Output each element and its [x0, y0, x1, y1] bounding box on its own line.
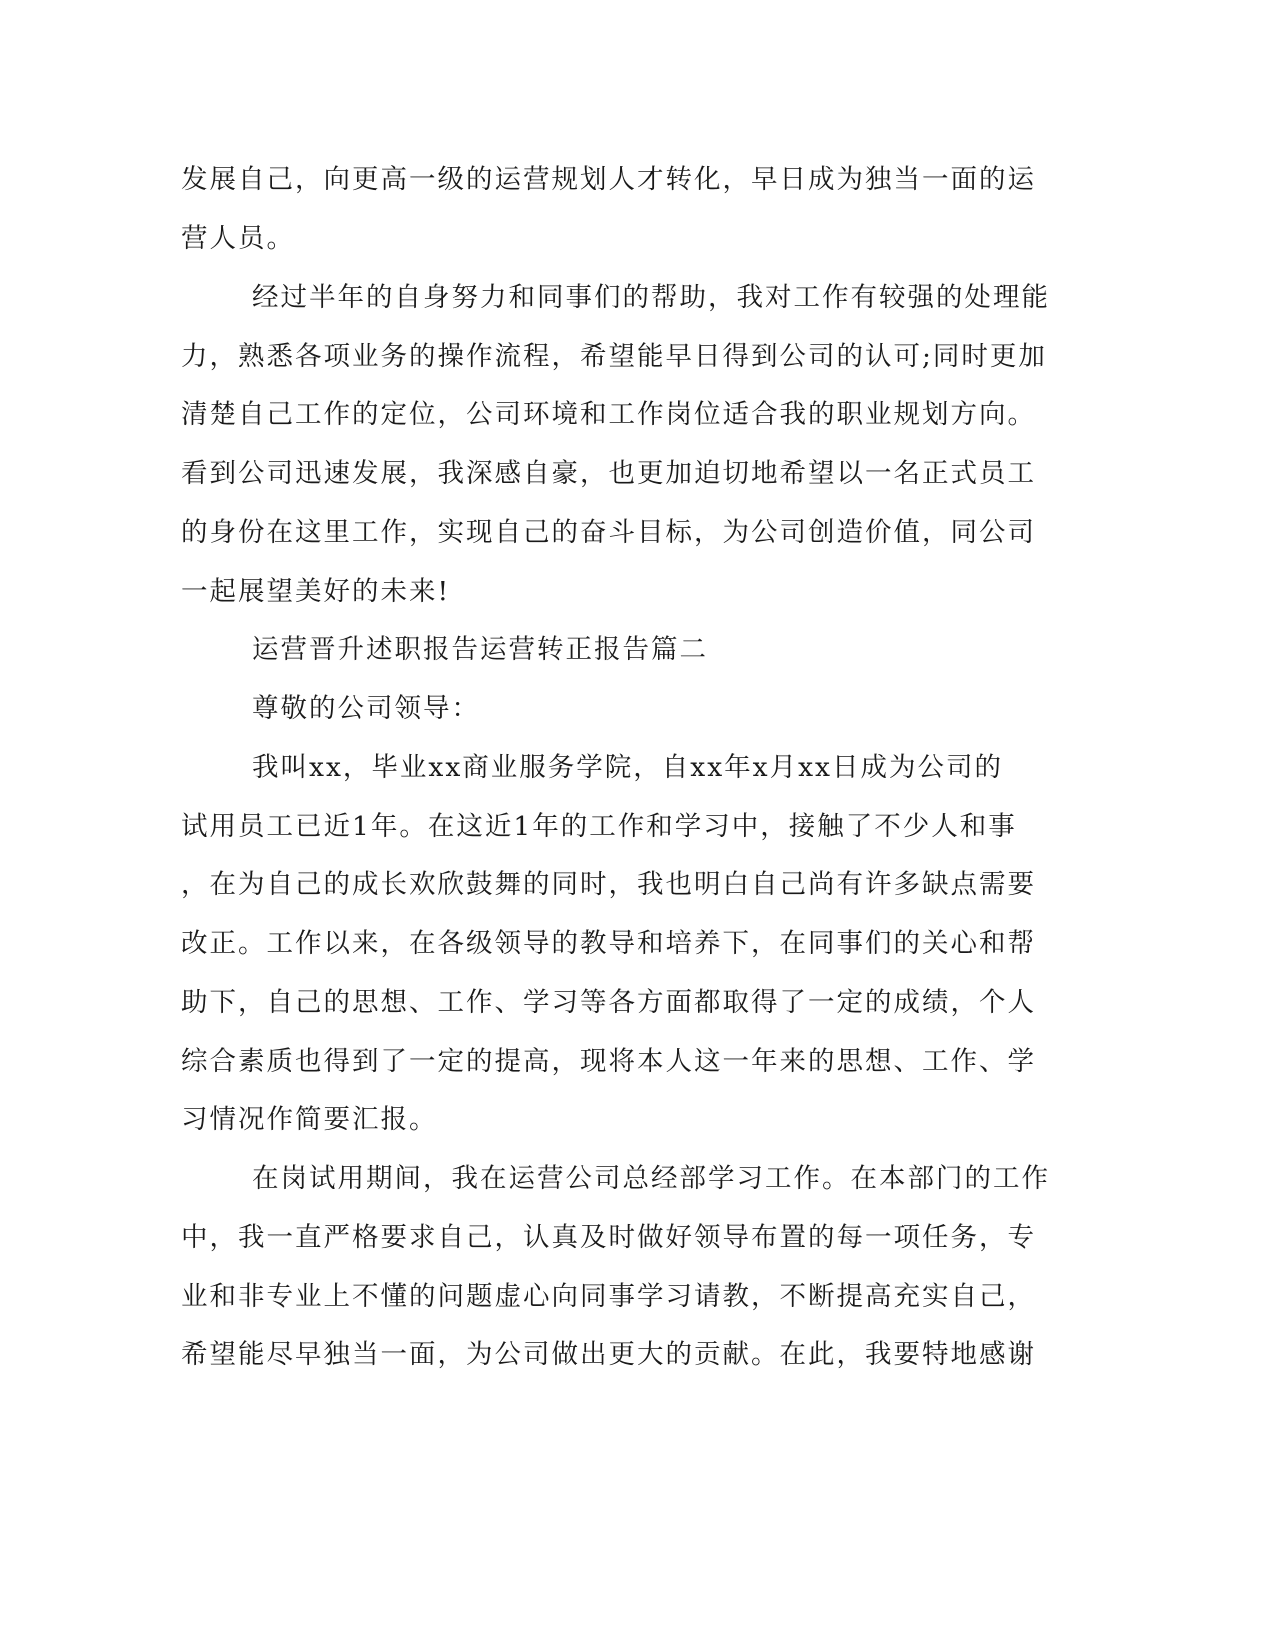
- paragraph-start-line: 在岗试用期间，我在运营公司总经部学习工作。在本部门的工作: [252, 1163, 1050, 1194]
- text-line: 的身份在这里工作，实现自己的奋斗目标，为公司创造价值，同公司: [181, 517, 1036, 548]
- text-line: 看到公司迅速发展，我深感自豪，也更加迫切地希望以一名正式员工: [181, 458, 1036, 489]
- paragraph-start-line: 我叫xx，毕业xx商业服务学院，自xx年x月xx日成为公司的: [252, 752, 1004, 783]
- text-line: 一起展望美好的未来!: [181, 576, 451, 607]
- text-line: 中，我一直严格要求自己，认真及时做好领导布置的每一项任务，专: [181, 1222, 1036, 1253]
- paragraph-start-line: 经过半年的自身努力和同事们的帮助，我对工作有较强的处理能: [252, 282, 1050, 313]
- text-line: 改正。工作以来，在各级领导的教导和培养下，在同事们的关心和帮: [181, 928, 1036, 959]
- text-line: 营人员。: [181, 223, 295, 254]
- section-heading: 运营晋升述职报告运营转正报告篇二: [252, 634, 708, 665]
- text-line: ，在为自己的成长欢欣鼓舞的同时，我也明白自己尚有许多缺点需要: [181, 869, 1036, 900]
- text-line: 希望能尽早独当一面，为公司做出更大的贡献。在此，我要特地感谢: [181, 1339, 1036, 1370]
- text-line: 试用员工已近1年。在这近1年的工作和学习中，接触了不少人和事: [181, 811, 1017, 842]
- text-line: 发展自己，向更高一级的运营规划人才转化，早日成为独当一面的运: [181, 164, 1036, 195]
- text-line: 业和非专业上不懂的问题虚心向同事学习请教，不断提高充实自己，: [181, 1281, 1036, 1312]
- text-line: 清楚自己工作的定位，公司环境和工作岗位适合我的职业规划方向。: [181, 399, 1036, 430]
- text-line: 习情况作简要汇报。: [181, 1104, 438, 1135]
- text-line: 综合素质也得到了一定的提高，现将本人这一年来的思想、工作、学: [181, 1046, 1036, 1077]
- salutation: 尊敬的公司领导：: [252, 693, 480, 724]
- text-line: 力，熟悉各项业务的操作流程，希望能早日得到公司的认可;同时更加: [181, 341, 1047, 372]
- text-line: 助下，自己的思想、工作、学习等各方面都取得了一定的成绩，个人: [181, 987, 1036, 1018]
